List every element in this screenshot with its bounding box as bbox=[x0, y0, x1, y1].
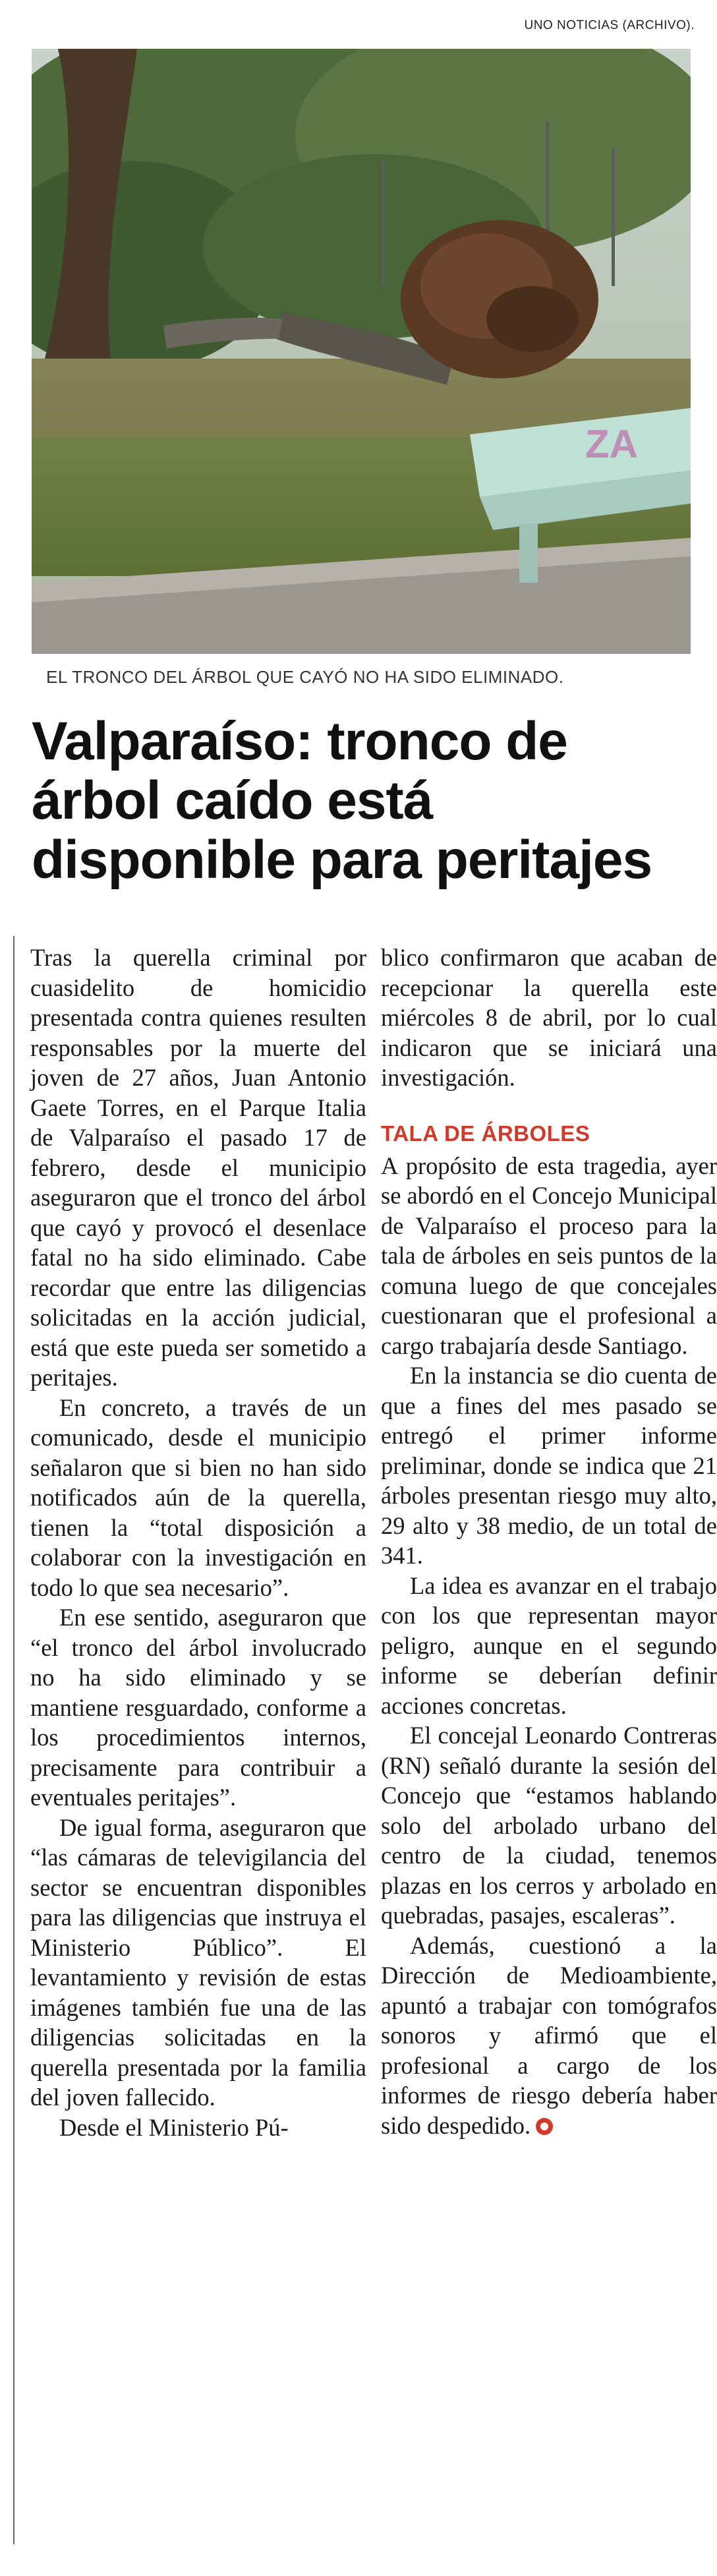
column-rule bbox=[13, 936, 14, 2544]
paragraph: A propósito de esta tragedia, ayer se abordó en el Concejo Municipal de Valparaíso el proceso para la tala de árboles en seis puntos de la comuna luego de que concejales cuestionaran que el profesional a cargo trabajaría desde Santiago. bbox=[381, 1152, 717, 1359]
paragraph: blico confirmaron que acaban de recepcionar la querella este miércoles 8 de abril, por lo cual indicaron que se iniciará una investigación. bbox=[381, 944, 717, 1091]
body-column-left bbox=[30, 943, 366, 2142]
paragraph: De igual forma, aseguraron que “las cámaras de televigilancia del sector se encuentran disponibles para las diligencias que instruya el Ministerio Público”. El levantamiento y revisión de estas imágenes también fue una de las diligencias solicitadas en la querella presentada por la familia del joven fallecido. bbox=[30, 1813, 366, 2111]
paragraph: Tras la querella criminal por cuasidelito de homicidio presentada contra quienes resulten responsables por la muerte del joven de 27 años, Juan Antonio Gaete Torres, en el Parque Italia de Valparaíso el pasado 17 de febrero, desde el municipio aseguraron que el tronco del árbol que cayó y provocó el desenlace fatal no ha sido eliminado. Cabe recordar que entre las diligencias solicitadas en la acción judicial, está que este pueda ser sometido a peritajes. bbox=[30, 944, 366, 1391]
paragraph: La idea es avanzar en el trabajo con los que representan mayor peligro, aunque en el segundo informe se deberían definir acciones concretas. bbox=[381, 1571, 717, 1719]
svg-text:ZA: ZA bbox=[585, 422, 638, 466]
fallen-tree-photo bbox=[32, 49, 691, 654]
paragraph: El concejal Leonardo Contreras (RN) señaló durante la sesión del Concejo que “estamos hablando solo del arbolado urbano del centro de la ciudad, tenemos plazas en los cerros y arbolado en quebradas, pasajes, escaleras”. bbox=[381, 1722, 717, 1929]
end-of-article-icon bbox=[536, 2118, 553, 2135]
body-column-right bbox=[381, 943, 717, 2140]
photo-credit: UNO NOTICIAS (ARCHIVO). bbox=[524, 18, 695, 32]
paragraph: Desde el Ministerio Pú- bbox=[59, 2113, 289, 2141]
paragraph bbox=[381, 1931, 717, 2141]
last-paragraph-text: Además, cuestionó a la Dirección de Medioambiente, apuntó a trabajar con tomógrafos sonoros y afirmó que el profesional a cargo de los informes de riesgo debería haber sido despedido. bbox=[381, 1931, 717, 2139]
news-photo bbox=[32, 49, 691, 654]
paragraph: En la instancia se dio cuenta de que a fines del mes pasado se entregó el primer informe preliminar, donde se indica que 21 árboles presentan riesgo muy alto, 29 alto y 38 medio, de un total de 341. bbox=[381, 1362, 717, 1569]
headline: Valparaíso: tronco de árbol caído está disponible para peritajes bbox=[32, 711, 652, 890]
photo-caption: EL TRONCO DEL ÁRBOL QUE CAYÓ NO HA SIDO ELIMINADO. bbox=[46, 667, 564, 687]
paragraph: En concreto, a través de un comunicado, desde el municipio señalaron que si bien no han sido notificados aún de la querella, tienen la “total disposición a colaborar con la investigación en todo lo que sea necesario”. bbox=[30, 1393, 366, 1601]
paragraph: En ese sentido, aseguraron que “el tronco del árbol involucrado no ha sido eliminado y se mantiene resguardado, conforme a los procedimientos internos, precisamente para contribuir a eventuales peritajes”. bbox=[30, 1604, 366, 1811]
section-subhead: TALA DE ÁRBOLES bbox=[381, 1121, 590, 1146]
